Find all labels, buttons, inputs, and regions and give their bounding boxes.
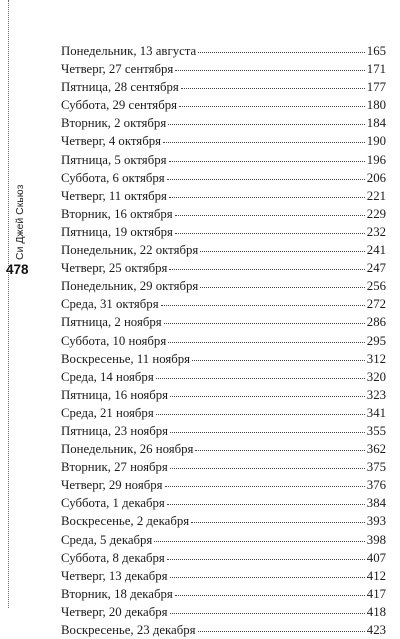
toc-entry-page: 206 bbox=[366, 170, 386, 185]
toc-dot-leader bbox=[167, 178, 365, 180]
toc-entry-page: 190 bbox=[366, 134, 386, 149]
toc-entry-page: 256 bbox=[366, 279, 386, 294]
toc-entry bbox=[61, 295, 386, 313]
toc-entry-title: Суббота, 6 октября bbox=[61, 170, 165, 185]
toc-entry-page: 247 bbox=[366, 261, 386, 276]
toc-dot-leader bbox=[169, 196, 365, 198]
toc-dot-leader bbox=[198, 630, 365, 632]
toc-dot-leader bbox=[169, 160, 365, 162]
toc-entry bbox=[61, 458, 386, 476]
margin-dotted-rule bbox=[8, 0, 9, 608]
toc-entry bbox=[61, 114, 386, 132]
toc-entry bbox=[61, 494, 386, 512]
toc-dot-leader bbox=[167, 503, 365, 505]
toc-entry-title: Пятница, 2 ноября bbox=[61, 315, 162, 330]
toc-entry bbox=[61, 350, 386, 368]
toc-dot-leader bbox=[169, 268, 364, 270]
toc-dot-leader bbox=[175, 214, 365, 216]
toc-entry-page: 171 bbox=[366, 62, 386, 77]
toc-entry-title: Воскресенье, 2 декабря bbox=[61, 514, 190, 529]
toc-entry bbox=[61, 277, 386, 295]
toc-entry-title: Пятница, 16 ноября bbox=[61, 387, 169, 402]
toc-entry-page: 375 bbox=[366, 460, 386, 475]
toc-entry bbox=[61, 205, 386, 223]
toc-entry-title: Пятница, 23 ноября bbox=[61, 423, 169, 438]
toc-dot-leader bbox=[168, 341, 365, 343]
toc-entry-title: Среда, 21 ноября bbox=[61, 405, 154, 420]
toc-entry bbox=[61, 332, 386, 350]
toc-entry-page: 177 bbox=[366, 80, 386, 95]
toc-entry-page: 323 bbox=[366, 387, 386, 402]
toc-entry-page: 286 bbox=[366, 315, 386, 330]
toc-entry bbox=[61, 187, 386, 205]
toc-dot-leader bbox=[163, 141, 365, 143]
toc-entry-title: Суббота, 8 декабря bbox=[61, 550, 165, 565]
toc-entry bbox=[61, 404, 386, 422]
toc-entry-page: 320 bbox=[366, 369, 386, 384]
toc-entry-title: Четверг, 4 октября bbox=[61, 134, 161, 149]
toc-entry-title: Понедельник, 22 октября bbox=[61, 243, 199, 258]
toc-entry-title: Среда, 31 октября bbox=[61, 297, 159, 312]
toc-entry-title: Суббота, 29 сентября bbox=[61, 98, 177, 113]
toc-entry bbox=[61, 60, 386, 78]
toc-dot-leader bbox=[168, 123, 365, 125]
toc-entry-title: Суббота, 1 декабря bbox=[61, 496, 165, 511]
toc-entry-title: Четверг, 25 октября bbox=[61, 261, 168, 276]
toc-entry-title: Вторник, 2 октября bbox=[61, 116, 167, 131]
toc-entry bbox=[61, 96, 386, 114]
toc-entry-page: 232 bbox=[366, 224, 386, 239]
toc-dot-leader bbox=[192, 359, 365, 361]
toc-dot-leader bbox=[170, 612, 365, 614]
toc-entry bbox=[61, 531, 386, 549]
toc-entry-title: Пятница, 28 сентября bbox=[61, 80, 179, 95]
toc-entry bbox=[61, 241, 386, 259]
toc-dot-leader bbox=[200, 286, 365, 288]
toc-entry-title: Понедельник, 26 ноября bbox=[61, 442, 194, 457]
toc-entry-title: Воскресенье, 23 декабря bbox=[61, 623, 196, 637]
toc-entry-page: 221 bbox=[366, 188, 386, 203]
toc-entry bbox=[61, 422, 386, 440]
toc-entry-page: 398 bbox=[366, 532, 386, 547]
toc-entry-page: 417 bbox=[366, 586, 386, 601]
toc-entry-page: 272 bbox=[366, 297, 386, 312]
toc-entry-title: Среда, 5 декабря bbox=[61, 532, 153, 547]
toc-entry-page: 355 bbox=[366, 423, 386, 438]
toc-entry bbox=[61, 386, 386, 404]
toc-entry-page: 418 bbox=[366, 604, 386, 619]
toc-dot-leader bbox=[181, 87, 365, 89]
toc-dot-leader bbox=[175, 232, 365, 234]
toc-dot-leader bbox=[175, 69, 364, 71]
toc-entry-title: Понедельник, 13 августа bbox=[61, 44, 197, 58]
toc-dot-leader bbox=[170, 395, 365, 397]
toc-entry-title: Пятница, 19 октября bbox=[61, 224, 173, 239]
toc-entry-page: 384 bbox=[366, 496, 386, 511]
toc-entry-title: Вторник, 27 ноября bbox=[61, 460, 168, 475]
toc-entry-title: Вторник, 16 октября bbox=[61, 206, 173, 221]
toc-entry-title: Четверг, 27 сентября bbox=[61, 62, 174, 77]
toc-entry-page: 295 bbox=[366, 333, 386, 348]
toc-entry-title: Четверг, 29 ноября bbox=[61, 478, 163, 493]
toc-dot-leader bbox=[170, 431, 365, 433]
toc-dot-leader bbox=[191, 521, 365, 523]
toc-entry bbox=[61, 567, 386, 585]
toc-entry-title: Среда, 14 ноября bbox=[61, 369, 154, 384]
toc-entry bbox=[61, 585, 386, 603]
toc-entry bbox=[61, 223, 386, 241]
toc-entry-title: Четверг, 13 декабря bbox=[61, 568, 168, 583]
toc-entry-title: Понедельник, 29 октября bbox=[61, 279, 199, 294]
toc-dot-leader bbox=[161, 304, 365, 306]
toc-entry bbox=[61, 603, 386, 621]
toc-dot-leader bbox=[175, 594, 365, 596]
toc-dot-leader bbox=[167, 558, 365, 560]
toc-entry-page: 423 bbox=[366, 623, 386, 637]
toc-dot-leader bbox=[195, 449, 364, 451]
toc-entry bbox=[61, 169, 386, 187]
toc-entry-page: 362 bbox=[366, 442, 386, 457]
toc-entry bbox=[61, 259, 386, 277]
toc-entry bbox=[61, 512, 386, 530]
toc-entry-page: 180 bbox=[366, 98, 386, 113]
toc-entry-title: Пятница, 5 октября bbox=[61, 152, 167, 167]
running-head-author: Си Джей Скьюз bbox=[14, 184, 26, 260]
toc-entry bbox=[61, 151, 386, 169]
toc-entry-page: 412 bbox=[366, 568, 386, 583]
toc-entry bbox=[61, 368, 386, 386]
toc-entry bbox=[61, 78, 386, 96]
page-number: 478 bbox=[6, 262, 29, 277]
toc-entry-page: 341 bbox=[366, 405, 386, 420]
toc-entry-title: Четверг, 20 декабря bbox=[61, 604, 168, 619]
toc-entry bbox=[61, 42, 386, 60]
toc-entry-page: 229 bbox=[366, 206, 386, 221]
toc-dot-leader bbox=[154, 540, 364, 542]
toc-dot-leader bbox=[170, 576, 365, 578]
toc-dot-leader bbox=[198, 51, 365, 53]
toc-dot-leader bbox=[156, 413, 365, 415]
toc-dot-leader bbox=[156, 377, 365, 379]
toc-entry bbox=[61, 313, 386, 331]
toc-entry bbox=[61, 621, 386, 639]
toc-entry-page: 393 bbox=[366, 514, 386, 529]
toc-dot-leader bbox=[165, 485, 365, 487]
toc-entry-page: 407 bbox=[366, 550, 386, 565]
toc-dot-leader bbox=[164, 322, 365, 324]
toc-entry-page: 196 bbox=[366, 152, 386, 167]
toc-entry-page: 376 bbox=[366, 478, 386, 493]
toc-entry-page: 312 bbox=[366, 351, 386, 366]
toc-entry bbox=[61, 440, 386, 458]
table-of-contents bbox=[61, 42, 386, 639]
toc-entry bbox=[61, 476, 386, 494]
toc-entry-page: 165 bbox=[366, 44, 386, 58]
toc-dot-leader bbox=[200, 250, 365, 252]
toc-entry-title: Суббота, 10 ноября bbox=[61, 333, 167, 348]
toc-entry bbox=[61, 132, 386, 150]
toc-entry-page: 241 bbox=[366, 243, 386, 258]
toc-entry bbox=[61, 549, 386, 567]
toc-dot-leader bbox=[179, 105, 365, 107]
toc-dot-leader bbox=[170, 467, 365, 469]
toc-entry-title: Вторник, 18 декабря bbox=[61, 586, 173, 601]
toc-entry-title: Четверг, 11 октября bbox=[61, 188, 167, 203]
toc-entry-page: 184 bbox=[366, 116, 386, 131]
toc-entry-title: Воскресенье, 11 ноября bbox=[61, 351, 191, 366]
